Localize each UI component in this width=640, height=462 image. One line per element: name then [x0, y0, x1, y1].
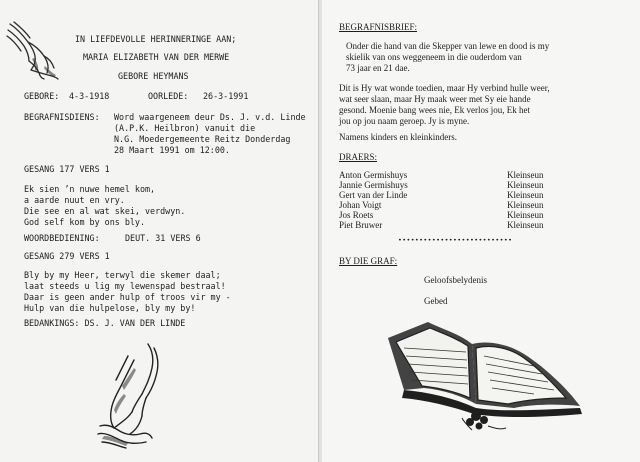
letter-title: BEGRAFNISBRIEF: — [339, 22, 418, 32]
memorial-title: IN LIEFDEVOLLE HERINNERINGE AAN; — [75, 34, 237, 44]
bearer-relation: Kleinseun — [507, 200, 544, 210]
born-date: 4-3-1918 — [69, 91, 110, 101]
deceased-name: MARIA ELIZABETH VAN DER MERWE — [83, 52, 230, 62]
born-label: GEBORE: — [24, 91, 60, 101]
verse-line: Dit is Hy wat wonde toedien, maar Hy verbind hulle weer, — [339, 83, 550, 93]
died-label: OORLEDE: — [148, 91, 189, 101]
bearer-row — [339, 220, 559, 231]
sermon-label: WOORDBEDIENING: — [24, 233, 100, 243]
grave-title: BY DIE GRAF: — [339, 256, 398, 266]
bearer-name: Jannie Germishuys — [339, 180, 408, 190]
hymn-2-line: Bly by my Heer, terwyl die skemer daal; — [24, 270, 221, 280]
praying-hands-icon — [4, 18, 60, 80]
died-date: 26-3-1991 — [203, 91, 249, 101]
family-line: Namens kinders en kleinkinders. — [339, 132, 457, 142]
open-bible-icon — [384, 318, 586, 432]
hymn-2-title: GESANG 279 VERS 1 — [24, 251, 110, 261]
verse-line: jou op jou naam geroep. Jy is myne. — [339, 116, 470, 126]
verse-line: gesond. Moenie bang wees nie, Ek verlos jou, Ek het — [339, 105, 530, 115]
hymn-2-line: Daar is geen ander hulp of troos vir my - — [24, 292, 231, 302]
bearer-relation: Kleinseun — [507, 170, 544, 180]
bearer-relation: Kleinseun — [507, 180, 544, 190]
hymn-1-line: a aarde nuut en vry. — [24, 195, 125, 205]
grave-item: Gebed — [424, 296, 448, 306]
bearers-title: DRAERS: — [339, 152, 378, 162]
sermon-reference: DEUT. 31 VERS 6 — [125, 233, 201, 243]
bearer-relation: Kleinseun — [507, 190, 544, 200]
thanks-line: BEDANKINGS: DS. J. VAN DER LINDE — [24, 318, 186, 328]
service-label: BEGRAFNISDIENS: — [24, 112, 100, 122]
verse-line: wat seer slaan, maar Hy maak weer met Sy eie hande — [339, 94, 531, 104]
bearer-relation: Kleinseun — [507, 210, 544, 220]
maiden-name: GEBORE HEYMANS — [118, 71, 189, 81]
bearer-name: Piet Bruwer — [339, 220, 383, 230]
service-line: N.G. Moedergemeente Reitz Donderdag — [114, 134, 291, 144]
bearer-relation: Kleinseun — [507, 220, 544, 230]
left-page — [0, 0, 319, 462]
hymn-2-line: laat steeds u lig my lewenspad bestraal! — [24, 281, 226, 291]
bearer-name: Johan Voigt — [339, 200, 382, 210]
hymn-1-line: God self kom by ons bly. — [24, 217, 146, 227]
bearer-name: Anton Germishuys — [339, 170, 408, 180]
hymn-1-line: Ek sien ’n nuwe hemel kom, — [24, 184, 156, 194]
hymn-1-title: GESANG 177 VERS 1 — [24, 164, 110, 174]
hymn-1-line: Die see en al wat skei, verdwyn. — [24, 206, 186, 216]
letter-line: Onder die hand van die Skepper van lewe en dood is my — [346, 41, 550, 51]
bearer-name: Jos Roets — [339, 210, 374, 220]
bearer-name: Gert van der Linde — [339, 190, 408, 200]
letter-line: skielik van ons weggeneem in die ouderdom van — [346, 52, 522, 62]
service-line: (A.P.K. Heilbron) vanuit die — [114, 123, 256, 133]
letter-line: 73 jaar en 21 dae. — [346, 63, 410, 73]
grave-item: Geloofsbelydenis — [424, 275, 487, 285]
service-line: Word waargeneem deur Ds. J. v.d. Linde — [114, 112, 306, 122]
divider-dots: ••••••••••••••••••••••••••• — [398, 236, 513, 244]
service-line: 28 Maart 1991 om 12:00. — [114, 145, 230, 155]
praying-hands-large-icon — [92, 340, 170, 450]
hymn-2-line: Hulp van die hulpelose, bly my by! — [24, 303, 196, 313]
